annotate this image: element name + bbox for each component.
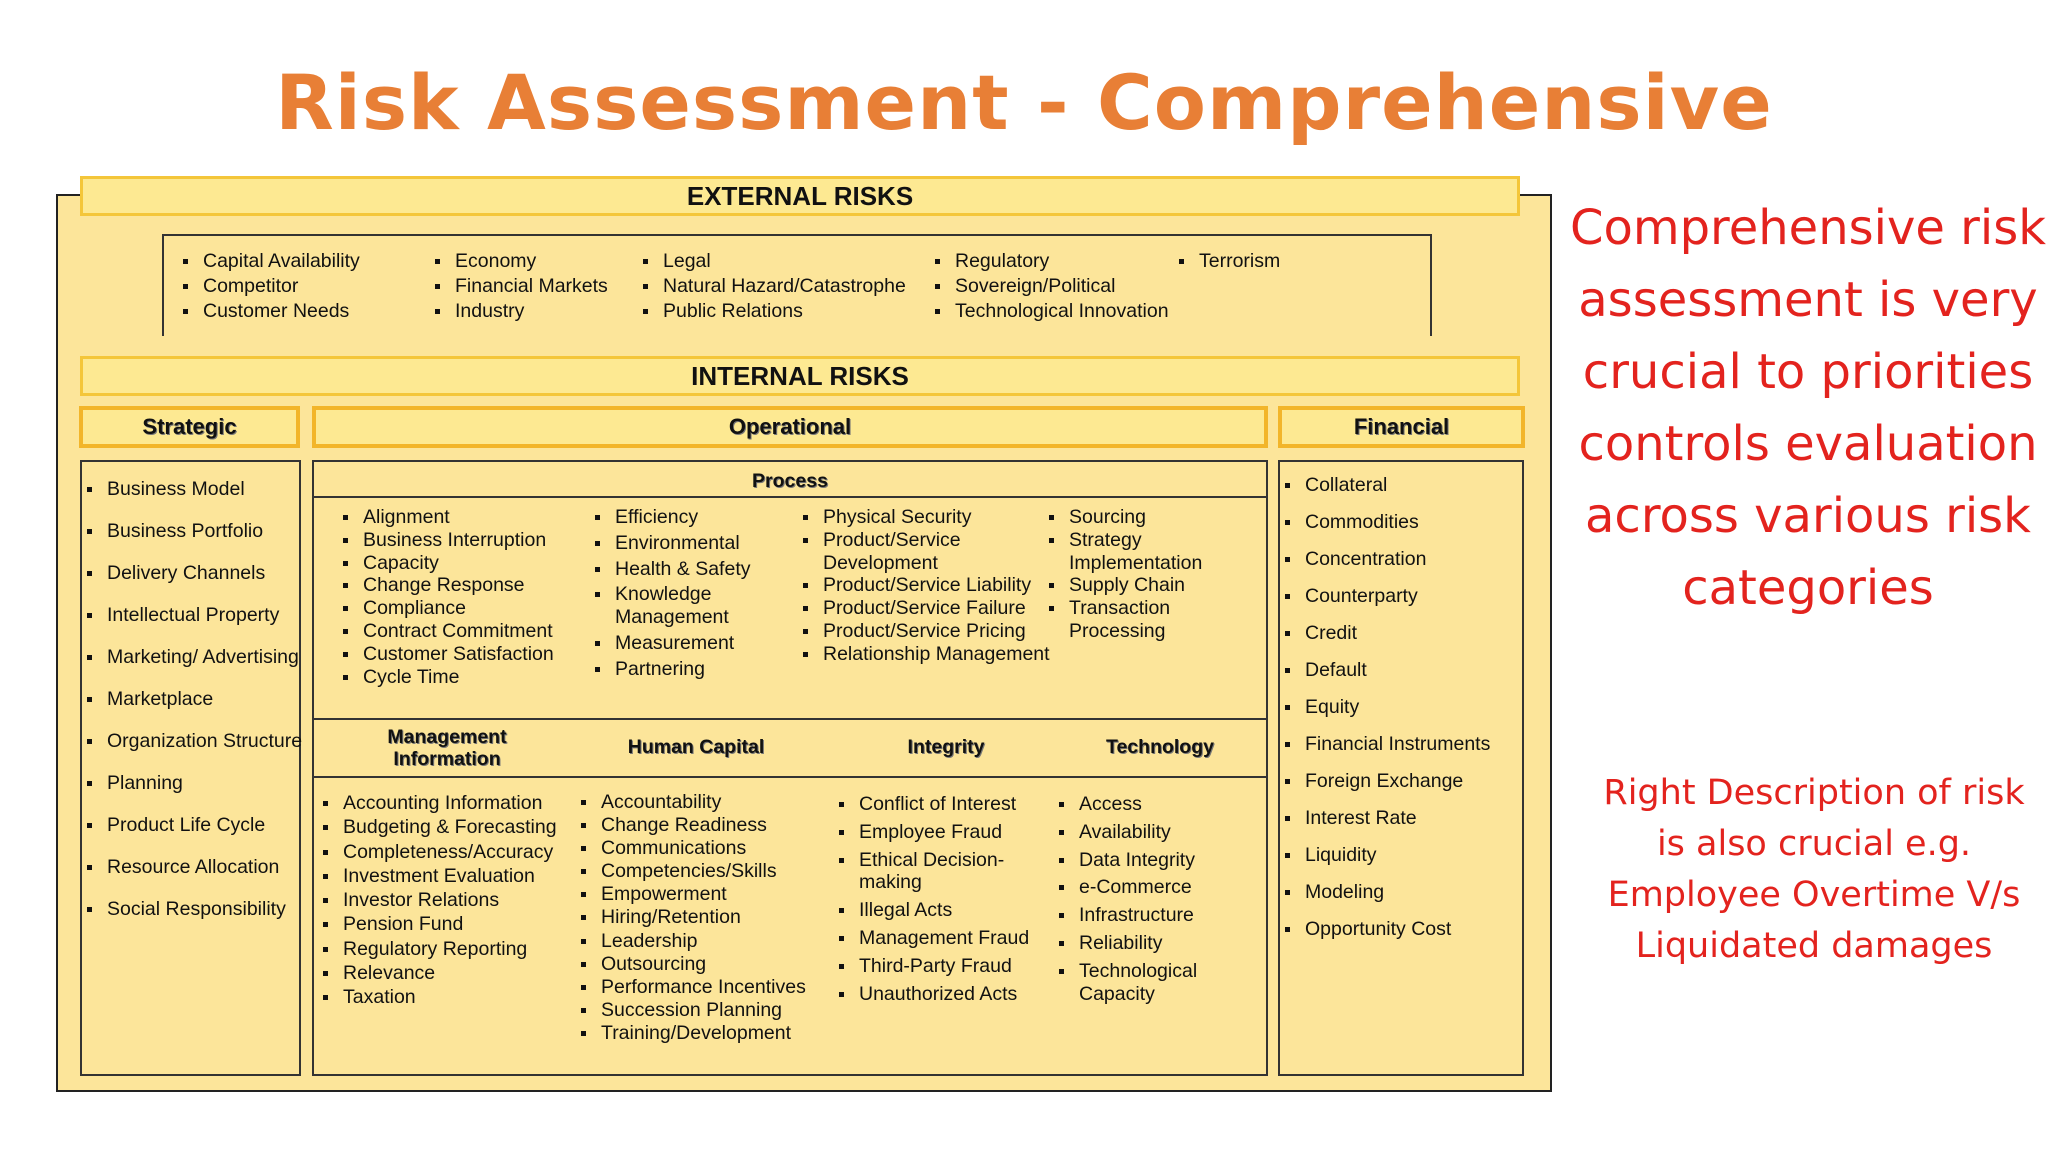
management-information-list-item: Investor Relations — [322, 889, 557, 912]
strategic-list — [86, 478, 307, 940]
process-col-1 — [342, 506, 554, 688]
strategic-list-item: Product Life Cycle — [86, 814, 307, 837]
financial-list-item: Opportunity Cost — [1284, 918, 1535, 941]
process-col-4 — [1048, 506, 1239, 643]
process-col-3-item: Product/Service Pricing — [802, 620, 1053, 643]
financial-list-item: Foreign Exchange — [1284, 770, 1535, 793]
integrity-list-item: Unauthorized Acts — [838, 983, 1059, 1006]
process-bottom-divider — [314, 718, 1266, 720]
operational-box — [312, 460, 1268, 1076]
external-col-3 — [642, 250, 906, 324]
external-col-2 — [434, 250, 608, 324]
external-col-1-item: Capital Availability — [182, 250, 360, 273]
human-capital-list-item: Performance Incentives — [580, 976, 806, 999]
process-col-1-item: Customer Satisfaction — [342, 643, 554, 666]
management-information-list-item: Investment Evaluation — [322, 865, 557, 888]
process-col-3-item: Relationship Management — [802, 643, 1053, 666]
external-col-1-item: Customer Needs — [182, 300, 360, 323]
management-information-list-item: Pension Fund — [322, 913, 557, 936]
process-col-1-item: Change Response — [342, 574, 554, 597]
external-col-1 — [182, 250, 360, 324]
subcategory-divider — [314, 776, 1266, 778]
process-col-4-item: Supply Chain — [1048, 574, 1239, 597]
financial-box — [1278, 460, 1524, 1076]
human-capital-list-item: Communications — [580, 837, 806, 860]
strategic-list-item: Organization Structure — [86, 730, 307, 753]
technology-list-item: Reliability — [1058, 932, 1259, 955]
management-information-list-item: Relevance — [322, 962, 557, 985]
management-information-heading: Management Information — [387, 726, 507, 770]
technology-heading: Technology — [1106, 736, 1214, 758]
process-col-2-item: Efficiency — [594, 506, 785, 529]
process-divider — [314, 496, 1266, 498]
process-col-2 — [594, 506, 785, 684]
human-capital-list-item: Succession Planning — [580, 999, 806, 1022]
external-col-5 — [1178, 250, 1280, 275]
secondary-note: Right Description of risk is also crucial e.g. Employee Overtime V/s Liquidated damages — [1603, 773, 2025, 966]
human-capital-list — [580, 791, 806, 1045]
management-information-list-item: Accounting Information — [322, 792, 557, 815]
financial-list-item: Collateral — [1284, 474, 1535, 497]
process-col-1-item: Capacity — [342, 552, 554, 575]
human-capital-list-item: Empowerment — [580, 883, 806, 906]
human-capital-list-item: Hiring/Retention — [580, 906, 806, 929]
process-col-1-item: Alignment — [342, 506, 554, 529]
process-col-2-item: Knowledge Management — [594, 583, 785, 629]
strategic-list-item: Planning — [86, 772, 307, 795]
strategic-list-item: Resource Allocation — [86, 856, 307, 879]
strategic-heading: Strategic — [79, 406, 300, 448]
financial-list-item: Commodities — [1284, 511, 1535, 534]
process-col-4-item: Transaction Processing — [1048, 597, 1239, 643]
management-information-list — [322, 792, 557, 1011]
integrity-list-item: Third-Party Fraud — [838, 955, 1059, 978]
technology-list-item: Availability — [1058, 821, 1259, 844]
external-col-3-item: Public Relations — [642, 300, 906, 323]
financial-heading: Financial — [1278, 406, 1525, 448]
process-col-4-item: Strategy Implementation — [1048, 529, 1239, 575]
technology-list-item: Infrastructure — [1058, 904, 1259, 927]
technology-list-item: Access — [1058, 793, 1259, 816]
integrity-list-item: Illegal Acts — [838, 899, 1059, 922]
external-col-3-item: Natural Hazard/Catastrophe — [642, 275, 906, 298]
financial-list-item: Credit — [1284, 622, 1535, 645]
strategic-list-item: Marketplace — [86, 688, 307, 711]
human-capital-list-item: Accountability — [580, 791, 806, 814]
integrity-list-item: Ethical Decision- making — [838, 849, 1059, 895]
management-information-list-item: Budgeting & Forecasting — [322, 816, 557, 839]
management-information-list-item: Regulatory Reporting — [322, 938, 557, 961]
strategic-list-item: Business Portfolio — [86, 520, 307, 543]
human-capital-heading: Human Capital — [627, 736, 765, 758]
external-col-2-item: Industry — [434, 300, 608, 323]
financial-list-item: Counterparty — [1284, 585, 1535, 608]
integrity-list-item: Conflict of Interest — [838, 793, 1059, 816]
technology-list — [1058, 793, 1259, 1010]
human-capital-list-item: Outsourcing — [580, 953, 806, 976]
external-col-4 — [934, 250, 1169, 324]
management-information-list-item: Completeness/Accuracy — [322, 841, 557, 864]
strategic-list-item: Marketing/ Advertising — [86, 646, 307, 669]
external-col-3-item: Legal — [642, 250, 906, 273]
integrity-list-item: Management Fraud — [838, 927, 1059, 950]
external-risks-heading: EXTERNAL RISKS — [80, 176, 1520, 216]
process-col-1-item: Business Interruption — [342, 529, 554, 552]
human-capital-list-item: Competencies/Skills — [580, 860, 806, 883]
strategic-box — [80, 460, 301, 1076]
external-col-2-item: Economy — [434, 250, 608, 273]
process-col-3-item: Product/Service Liability — [802, 574, 1053, 597]
financial-list-item: Concentration — [1284, 548, 1535, 571]
external-col-1-item: Competitor — [182, 275, 360, 298]
page-title: Risk Assessment - Comprehensive — [275, 58, 1773, 147]
process-col-1-item: Cycle Time — [342, 666, 554, 689]
process-col-3-item: Product/Service Development — [802, 529, 1053, 575]
process-col-1-item: Contract Commitment — [342, 620, 554, 643]
internal-risks-heading: INTERNAL RISKS — [80, 356, 1520, 396]
integrity-list — [838, 793, 1059, 1010]
process-col-2-item: Health & Safety — [594, 558, 785, 581]
strategic-list-item: Business Model — [86, 478, 307, 501]
strategic-list-item: Social Responsibility — [86, 898, 307, 921]
process-col-1-item: Compliance — [342, 597, 554, 620]
external-col-2-item: Financial Markets — [434, 275, 608, 298]
external-col-4-item: Regulatory — [934, 250, 1169, 273]
external-col-5-item: Terrorism — [1178, 250, 1280, 273]
integrity-list-item: Employee Fraud — [838, 821, 1059, 844]
main-note: Comprehensive risk assessment is very crucial to priorities controls evaluation across various risk categories — [1569, 200, 2047, 616]
financial-list-item: Financial Instruments — [1284, 733, 1535, 756]
financial-list-item: Interest Rate — [1284, 807, 1535, 830]
financial-list-item: Liquidity — [1284, 844, 1535, 867]
process-col-3-item: Physical Security — [802, 506, 1053, 529]
financial-list-item: Default — [1284, 659, 1535, 682]
process-col-2-item: Partnering — [594, 658, 785, 681]
technology-list-item: Data Integrity — [1058, 849, 1259, 872]
integrity-heading: Integrity — [907, 736, 985, 758]
strategic-list-item: Delivery Channels — [86, 562, 307, 585]
external-risks-box — [162, 234, 1432, 336]
process-col-2-item: Environmental — [594, 532, 785, 555]
process-col-2-item: Measurement — [594, 632, 785, 655]
financial-list-item: Equity — [1284, 696, 1535, 719]
human-capital-list-item: Leadership — [580, 930, 806, 953]
management-information-list-item: Taxation — [322, 986, 557, 1009]
technology-list-item: e-Commerce — [1058, 876, 1259, 899]
operational-heading: Operational — [312, 406, 1268, 448]
process-col-3-item: Product/Service Failure — [802, 597, 1053, 620]
human-capital-list-item: Training/Development — [580, 1022, 806, 1045]
process-col-3 — [802, 506, 1053, 666]
process-col-4-item: Sourcing — [1048, 506, 1239, 529]
human-capital-list-item: Change Readiness — [580, 814, 806, 837]
financial-list — [1284, 474, 1535, 955]
technology-list-item: Technological Capacity — [1058, 960, 1259, 1006]
external-col-4-item: Technological Innovation — [934, 300, 1169, 323]
financial-list-item: Modeling — [1284, 881, 1535, 904]
external-col-4-item: Sovereign/Political — [934, 275, 1169, 298]
process-heading: Process — [752, 470, 828, 492]
strategic-list-item: Intellectual Property — [86, 604, 307, 627]
